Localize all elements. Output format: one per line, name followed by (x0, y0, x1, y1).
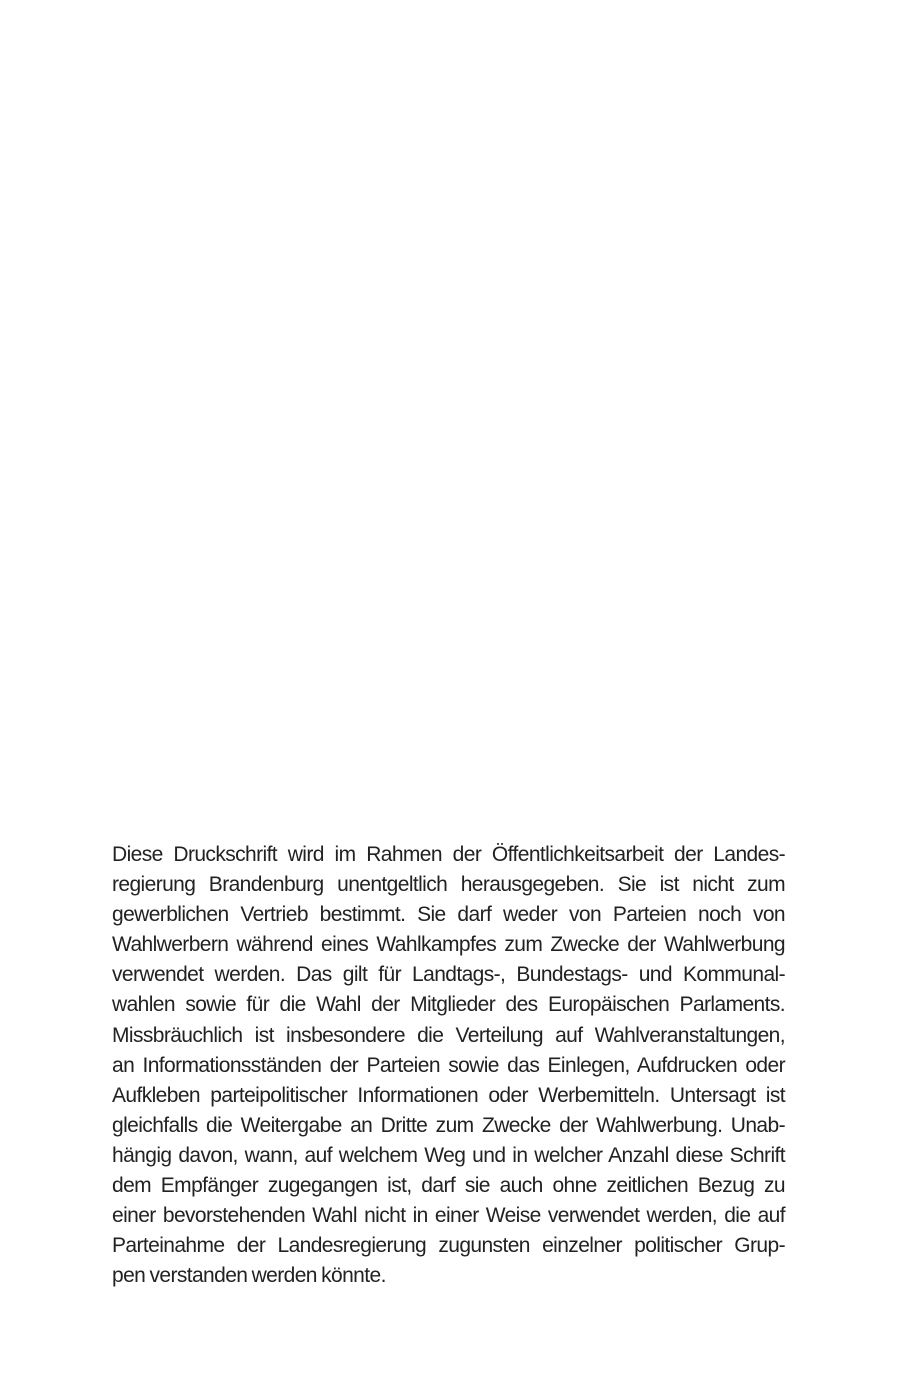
disclaimer-line: pen verstanden werden könnte. (112, 1264, 386, 1288)
disclaimer-line: regierung Brandenburg unentgeltlich herausgegeben. Sie ist nicht zum (112, 873, 785, 897)
disclaimer-line: wahlen sowie für die Wahl der Mitglieder des Europäischen Parlaments. (112, 993, 785, 1017)
disclaimer-line: Wahlwerbern während eines Wahlkampfes zum Zwecke der Wahlwerbung (112, 933, 785, 957)
disclaimer-line: verwendet werden. Das gilt für Landtags-, Bundestags- und Kommunal- (112, 963, 785, 987)
disclaimer-paragraph (112, 840, 785, 1291)
disclaimer-line: gewerblichen Vertrieb bestimmt. Sie darf weder von Parteien noch von (112, 903, 785, 927)
disclaimer-line: hängig davon, wann, auf welchem Weg und in welcher Anzahl diese Schrift (112, 1143, 785, 1167)
disclaimer-line: Aufkleben parteipolitischer Informationen oder Werbemitteln. Untersagt ist (112, 1083, 785, 1107)
disclaimer-line: Parteinahme der Landesregierung zugunsten einzelner politischer Grup- (112, 1234, 785, 1258)
disclaimer-line: gleichfalls die Weitergabe an Dritte zum Zwecke der Wahlwerbung. Unab- (112, 1113, 785, 1137)
disclaimer-line: an Informationsständen der Parteien sowie das Einlegen, Aufdrucken oder (112, 1053, 785, 1077)
disclaimer-line: dem Empfänger zugegangen ist, darf sie auch ohne zeitlichen Bezug zu (112, 1174, 785, 1198)
disclaimer-line: einer bevorstehenden Wahl nicht in einer Weise verwendet werden, die auf (112, 1204, 785, 1228)
disclaimer-line: Missbräuchlich ist insbesondere die Verteilung auf Wahlveranstaltungen, (112, 1023, 785, 1047)
disclaimer-line: Diese Druckschrift wird im Rahmen der Öffentlichkeitsarbeit der Landes- (112, 843, 785, 866)
